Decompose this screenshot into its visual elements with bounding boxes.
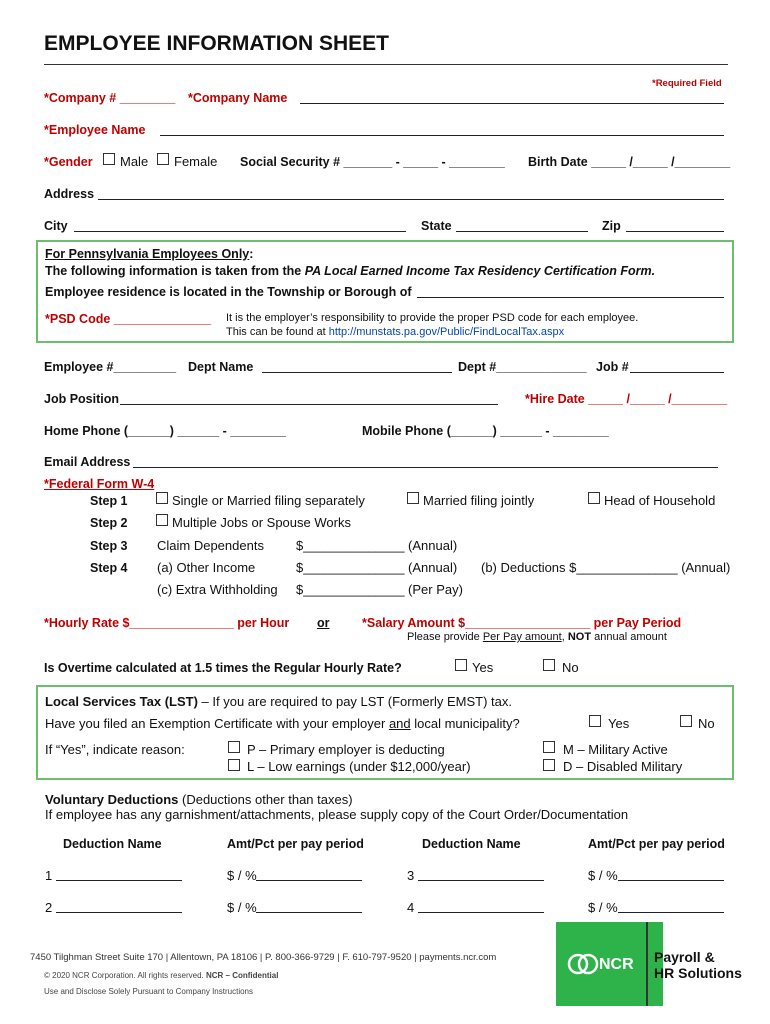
single-checkbox[interactable] <box>156 492 168 504</box>
title-rule <box>44 64 728 65</box>
vol-row-3-name-field[interactable] <box>418 880 544 881</box>
female-checkbox[interactable] <box>157 153 169 165</box>
overtime-no-checkbox[interactable] <box>543 659 555 671</box>
home-phone-field[interactable]: Home Phone (______) ______ - ________ <box>44 424 286 438</box>
w4-step2-label: Step 2 <box>90 516 128 530</box>
vol-heading-rest: (Deductions other than taxes) <box>178 792 353 807</box>
vol-row-1-amount-field[interactable] <box>256 880 362 881</box>
company-name-label: *Company Name <box>188 91 288 105</box>
city-field[interactable] <box>74 231 406 232</box>
job-position-label: Job Position <box>44 392 119 406</box>
vol-note: If employee has any garnishment/attachments, please supply copy of the Court Order/Documentation <box>45 807 629 822</box>
or-label: or <box>317 616 330 630</box>
required-note: *Required Field <box>652 78 722 89</box>
page-title: EMPLOYEE INFORMATION SHEET <box>44 32 389 55</box>
lst-heading-rest: – If you are required to pay LST (Formerly EMST) tax. <box>197 694 512 709</box>
overtime-yes-checkbox[interactable] <box>455 659 467 671</box>
vol-heading-bold: Voluntary Deductions <box>45 792 179 807</box>
vol-row-1-number: 1 <box>45 868 53 883</box>
vol-row-2-amount-field[interactable] <box>256 912 362 913</box>
claim-dependents-label: Claim Dependents <box>157 538 264 553</box>
extra-withholding-field[interactable]: $______________ (Per Pay) <box>296 582 463 597</box>
vol-row-2-name-field[interactable] <box>56 912 182 913</box>
job-number-field[interactable] <box>630 372 724 373</box>
employee-name-field[interactable] <box>160 135 724 136</box>
lst-reason-l-checkbox[interactable] <box>228 759 240 771</box>
salary-note-prefix: Please provide <box>407 631 483 643</box>
pa-info-form: PA Local Earned Income Tax Residency Certification Form. <box>304 264 656 278</box>
job-number-label: Job # <box>596 360 629 374</box>
vol-row-4-number: 4 <box>407 900 415 915</box>
lst-reason-label: If “Yes”, indicate reason: <box>45 742 185 757</box>
gender-label: *Gender <box>44 155 93 169</box>
pa-info <box>45 264 655 278</box>
vol-row-2-pct-label: $ / % <box>227 900 257 915</box>
city-label: City <box>44 219 68 233</box>
pa-heading-text: For Pennsylvania Employees Only <box>45 247 250 261</box>
zip-field[interactable] <box>626 231 724 232</box>
dept-name-label: Dept Name <box>188 360 254 374</box>
footer-copyright <box>44 971 278 980</box>
vol-row-4-amount-field[interactable] <box>618 912 724 913</box>
head-household-label: Head of Household <box>604 493 716 508</box>
email-label: Email Address <box>44 455 131 469</box>
lst-no-checkbox[interactable] <box>680 715 692 727</box>
pa-heading <box>45 247 253 261</box>
other-income-field[interactable]: $______________ (Annual) <box>296 560 458 575</box>
employee-number-field[interactable]: Employee #_________ <box>44 360 177 374</box>
pa-heading-colon: : <box>249 247 254 261</box>
vol-col-amount-1: Amt/Pct per pay period <box>227 837 364 851</box>
salary-note-comma: , <box>561 631 568 643</box>
pa-residence-label: Employee residence is located in the Township or Borough of <box>45 285 412 299</box>
lst-no-label: No <box>698 716 715 731</box>
lst-reason-m-label: M – Military Active <box>563 742 668 757</box>
vol-row-1-pct-label: $ / % <box>227 868 257 883</box>
w4-heading: *Federal Form W-4 <box>44 477 155 491</box>
job-position-field[interactable] <box>120 404 498 405</box>
salary-note-not: NOT <box>567 631 592 643</box>
lst-reason-l-label: L – Low earnings (under $12,000/year) <box>247 759 471 774</box>
salary-note-per-pay: Per Pay amount <box>482 631 562 643</box>
address-label: Address <box>44 187 95 201</box>
vol-row-4-pct-label: $ / % <box>588 900 618 915</box>
claim-dependents-field[interactable]: $______________ (Annual) <box>296 538 458 553</box>
lst-exemption-prefix: Have you filed an Exemption Certificate with your employer <box>45 716 389 731</box>
salary-amount-field[interactable]: *Salary Amount $__________________ per Pay Period <box>362 616 682 630</box>
lst-exemption-and: and <box>388 716 411 731</box>
mobile-phone-field[interactable]: Mobile Phone (______) ______ - ________ <box>362 424 609 438</box>
multiple-jobs-label: Multiple Jobs or Spouse Works <box>172 515 351 530</box>
footer-disclose: Use and Disclose Solely Pursuant to Company Instructions <box>44 987 253 996</box>
vol-heading <box>45 792 353 807</box>
zip-label: Zip <box>602 219 621 233</box>
employee-name-label: *Employee Name <box>44 123 146 137</box>
lst-reason-m-checkbox[interactable] <box>543 741 555 753</box>
male-checkbox[interactable] <box>103 153 115 165</box>
lst-yes-label: Yes <box>608 716 630 731</box>
vol-col-deduction-name-2: Deduction Name <box>422 837 521 851</box>
lst-exemption-question <box>45 716 520 731</box>
dept-number-field[interactable]: Dept #_____________ <box>458 360 587 374</box>
psd-note-2-prefix: This can be found at <box>226 326 329 338</box>
state-field[interactable] <box>456 231 588 232</box>
ncr-logo-text: NCR <box>599 956 634 973</box>
male-label: Male <box>120 154 149 169</box>
logo-divider <box>646 922 648 1006</box>
psd-note-2 <box>226 326 564 338</box>
lst-reason-p-label: P – Primary employer is deducting <box>247 742 445 757</box>
address-field[interactable] <box>98 199 724 200</box>
head-household-checkbox[interactable] <box>588 492 600 504</box>
lst-heading <box>45 694 512 709</box>
w4-step4-label: Step 4 <box>90 561 128 575</box>
vol-row-3-number: 3 <box>407 868 415 883</box>
brand-line-1: Payroll & <box>654 949 715 965</box>
email-field[interactable] <box>133 467 718 468</box>
pa-info-prefix: The following information is taken from the <box>45 264 305 278</box>
other-income-label: (a) Other Income <box>157 560 256 575</box>
overtime-yes-label: Yes <box>472 660 494 675</box>
hourly-rate-field[interactable]: *Hourly Rate $_______________ per Hour <box>44 616 290 630</box>
vol-row-4-name-field[interactable] <box>418 912 544 913</box>
birth-date-field[interactable]: Birth Date _____ /_____ /________ <box>528 155 731 169</box>
w4-step1-label: Step 1 <box>90 494 128 508</box>
lst-yes-checkbox[interactable] <box>589 715 601 727</box>
dept-name-field[interactable] <box>262 372 452 373</box>
state-label: State <box>421 219 452 233</box>
overtime-question: Is Overtime calculated at 1.5 times the Regular Hourly Rate? <box>44 661 402 675</box>
female-label: Female <box>174 154 218 169</box>
lst-heading-bold: Local Services Tax (LST) <box>45 694 198 709</box>
w4-step3-label: Step 3 <box>90 539 128 553</box>
lst-exemption-suffix: local municipality? <box>410 716 520 731</box>
vol-row-2-number: 2 <box>45 900 53 915</box>
footer-confidential: NCR – Confidential <box>205 971 279 980</box>
lst-reason-d-label: D – Disabled Military <box>563 759 683 774</box>
vol-col-amount-2: Amt/Pct per pay period <box>588 837 725 851</box>
overtime-no-label: No <box>562 660 579 675</box>
psd-note-1: It is the employer’s responsibility to provide the proper PSD code for each employee. <box>226 312 639 324</box>
extra-withholding-label: (c) Extra Withholding <box>157 582 278 597</box>
married-jointly-checkbox[interactable] <box>407 492 419 504</box>
vol-row-1-name-field[interactable] <box>56 880 182 881</box>
company-name-field[interactable] <box>300 103 724 104</box>
vol-row-3-amount-field[interactable] <box>618 880 724 881</box>
footer-copyright-prefix: © 2020 NCR Corporation. All rights reserved. <box>44 971 206 980</box>
deductions-field[interactable]: (b) Deductions $______________ (Annual) <box>481 560 731 575</box>
ssn-field[interactable]: Social Security # _______ - _____ - ________ <box>240 155 505 169</box>
hire-date-field[interactable]: *Hire Date _____ /_____ /________ <box>525 392 728 406</box>
lst-reason-d-checkbox[interactable] <box>543 759 555 771</box>
single-label: Single or Married filing separately <box>172 493 365 508</box>
brand-line-2: HR Solutions <box>654 965 742 981</box>
psd-code-field[interactable]: *PSD Code ______________ <box>45 312 212 326</box>
company-number-label[interactable]: *Company # ________ <box>44 91 176 105</box>
multiple-jobs-checkbox[interactable] <box>156 514 168 526</box>
psd-lookup-link[interactable]: http://munstats.pa.gov/Public/FindLocalTax.aspx <box>328 326 565 338</box>
vol-col-deduction-name-1: Deduction Name <box>63 837 162 851</box>
vol-row-3-pct-label: $ / % <box>588 868 618 883</box>
married-jointly-label: Married filing jointly <box>423 493 535 508</box>
salary-note <box>407 631 667 643</box>
lst-reason-p-checkbox[interactable] <box>228 741 240 753</box>
footer-address: 7450 Tilghman Street Suite 170 | Allentown, PA 18106 | P. 800-366-9729 | F. 610-797-9520 | payments.ncr.com <box>30 952 497 963</box>
salary-note-suffix: annual amount <box>591 631 667 643</box>
pa-residence-field[interactable] <box>417 297 724 298</box>
